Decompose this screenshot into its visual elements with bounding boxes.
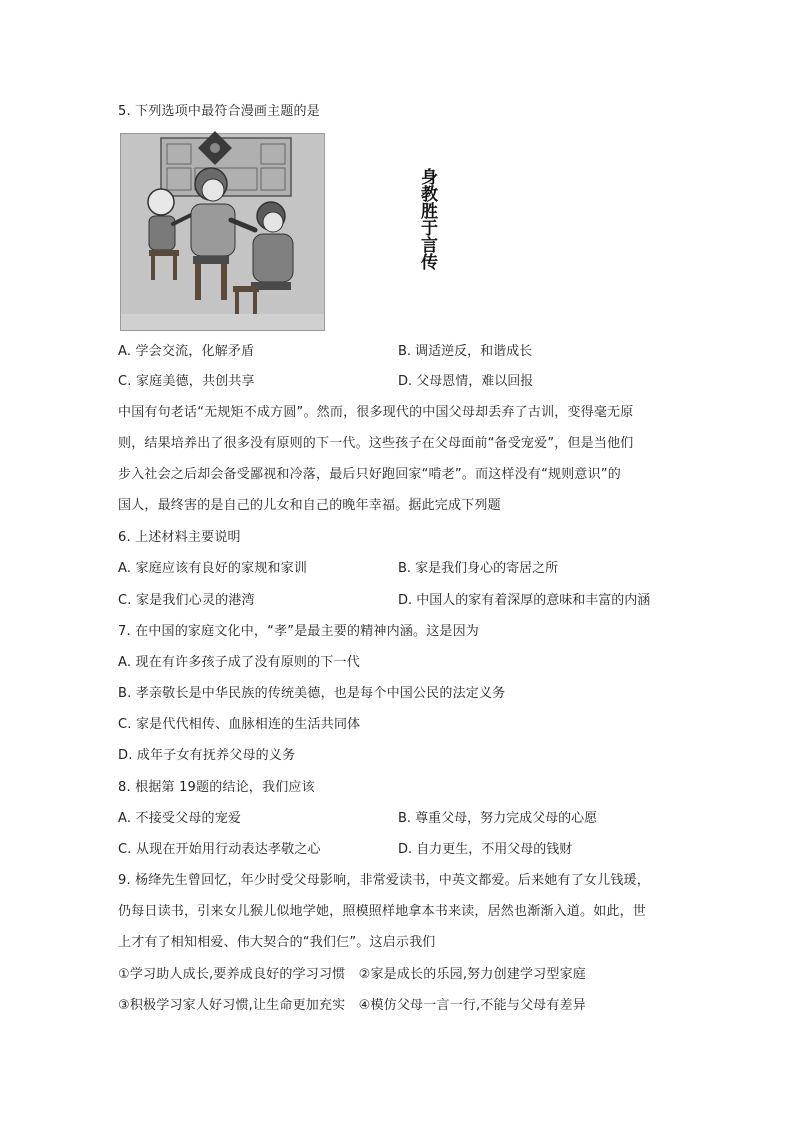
cartoon-image bbox=[120, 133, 437, 331]
q5-option-d: D. 父母恩情，难以回报 bbox=[398, 374, 534, 389]
q7-stem: 7. 在中国的家庭文化中，“孝”是最主要的精神内涵。这是因为 bbox=[118, 624, 480, 639]
q5-option-a: A. 学会交流，化解矛盾 bbox=[118, 344, 255, 359]
q5-option-c: C. 家庭美德，共创共享 bbox=[118, 374, 255, 389]
q8-option-c: C. 从现在开始用行动表达孝敬之心 bbox=[118, 842, 321, 857]
q6-option-a: A. 家庭应该有良好的家规和家训 bbox=[118, 561, 308, 576]
q9-stem-line: 9. 杨绛先生曾回忆，年少时受父母影响，非常爱读书，中英文都爱。后来她有了女儿钱瑗， bbox=[118, 873, 650, 888]
q8-option-d: D. 自力更生，不用父母的钱财 bbox=[398, 842, 573, 857]
passage-line: 国人，最终害的是自己的儿女和自己的晚年幸福。据此完成下列题 bbox=[118, 498, 501, 513]
q8-option-a: A. 不接受父母的宠爱 bbox=[118, 811, 242, 826]
q6-option-d: D. 中国人的家有着深厚的意味和丰富的内涵 bbox=[398, 593, 651, 608]
passage-line: 中国有句老话“无规矩不成方圆”。然而，很多现代的中国父母却丢弃了古训，变得毫无原 bbox=[118, 405, 634, 420]
q5-stem: 5. 下列选项中最符合漫画主题的是 bbox=[118, 104, 320, 119]
q9-stem-line: 上才有了相知相爱、伟大契合的“我们仨”。这启示我们 bbox=[118, 935, 436, 950]
passage-line: 则，结果培养出了很多没有原则的下一代。这些孩子在父母面前“备受宠爱”，但是当他们 bbox=[118, 436, 634, 451]
q9-stem-line: 仍每日读书，引来女儿猴儿似地学她，照模照样地拿本书来读，居然也渐渐入道。如此，世 bbox=[118, 904, 647, 919]
passage-line: 步入社会之后却会备受鄙视和冷落，最后只好跑回家“啃老”。而这样没有“规则意识”的 bbox=[118, 467, 621, 482]
q8-option-b: B. 尊重父母，努力完成父母的心愿 bbox=[398, 811, 598, 826]
cartoon-illustration bbox=[121, 134, 324, 330]
q9-choice-line: ①学习助人成长,要养成良好的学习习惯 ②家是成长的乐园,努力创建学习型家庭 bbox=[118, 967, 586, 982]
q6-option-c: C. 家是我们心灵的港湾 bbox=[118, 593, 255, 608]
q7-option-d: D. 成年子女有抚养父母的义务 bbox=[118, 748, 296, 763]
q5-option-b: B. 调适逆反，和谐成长 bbox=[398, 344, 533, 359]
q9-choice-line: ③积极学习家人好习惯,让生命更加充实 ④模仿父母一言一行,不能与父母有差异 bbox=[118, 998, 586, 1013]
q6-option-b: B. 家是我们身心的寄居之所 bbox=[398, 561, 559, 576]
q7-option-c: C. 家是代代相传、血脉相连的生活共同体 bbox=[118, 717, 361, 732]
q8-stem: 8. 根据第 19题的结论，我们应该 bbox=[118, 780, 315, 795]
q7-option-b: B. 孝亲敬长是中华民族的传统美德，也是每个中国公民的法定义务 bbox=[118, 686, 506, 701]
cartoon-caption: 身教胜于言传 bbox=[417, 168, 437, 270]
q6-stem: 6. 上述材料主要说明 bbox=[118, 530, 241, 545]
q7-option-a: A. 现在有许多孩子成了没有原则的下一代 bbox=[118, 655, 360, 670]
